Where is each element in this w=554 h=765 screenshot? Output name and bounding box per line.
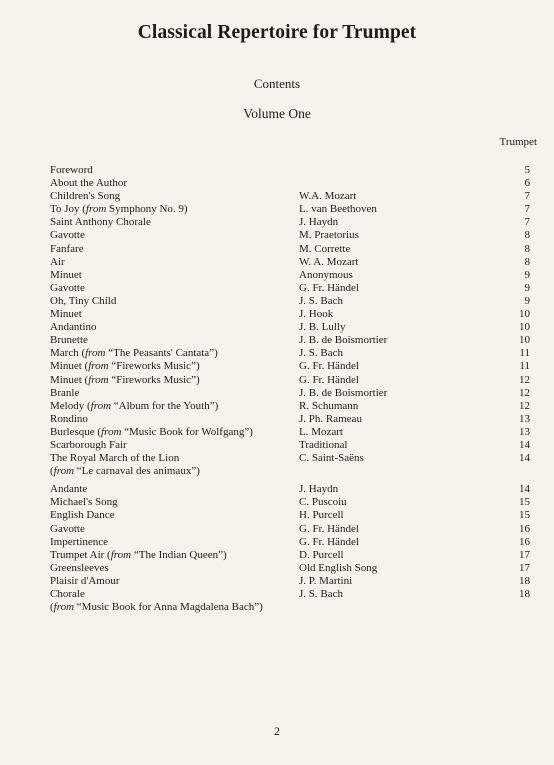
contents-entry [50, 216, 530, 229]
contents-entry [50, 334, 530, 347]
entry-title: March (from “The Peasants' Cantata”) [50, 347, 218, 360]
contents-entry [50, 243, 530, 256]
entry-title: Andante [50, 483, 88, 496]
entry-title: Gavotte [50, 229, 85, 242]
contents-entry [50, 347, 530, 360]
entry-page-number: 9 [524, 268, 530, 281]
entry-title: (from “Music Book for Anna Magdalena Bach”) [50, 601, 263, 614]
entry-composer: W.A. Mozart [299, 190, 357, 203]
entry-page-number: 6 [524, 177, 530, 190]
entry-title: Greensleeves [50, 561, 109, 574]
entry-title: Minuet (from “Fireworks Music”) [50, 360, 200, 373]
contents-entry [50, 360, 530, 373]
entry-composer: J. B. de Boismortier [299, 334, 388, 347]
entry-page-number: 17 [519, 548, 530, 561]
entry-title: Oh, Tiny Child [50, 294, 117, 307]
contents-entry [50, 256, 530, 269]
contents-entry [50, 549, 530, 562]
entry-page-number: 18 [519, 588, 530, 600]
contents-entry [50, 269, 530, 282]
entry-title: Andantino [50, 321, 97, 334]
contents-entry [50, 295, 530, 308]
entry-page-number: 15 [519, 496, 530, 509]
contents-entry [50, 374, 530, 387]
entry-composer: W. A. Mozart [299, 255, 359, 268]
entry-page-number: 10 [519, 308, 530, 321]
entry-page-number: 16 [519, 522, 530, 535]
entry-page-number: 8 [524, 242, 530, 255]
entry-composer: J. S. Bach [299, 294, 343, 307]
entry-composer: G. Fr. Händel [299, 281, 359, 294]
entry-composer: R. Schumann [299, 399, 359, 412]
entry-page-number: 9 [524, 281, 530, 294]
entry-composer: Traditional [299, 438, 348, 451]
entry-title: Minuet (from “Fireworks Music”) [50, 373, 200, 386]
entry-title: Children's Song [50, 190, 121, 203]
entry-page-number: 17 [519, 561, 530, 574]
entry-page-number: 13 [519, 412, 530, 425]
entry-page-number: 13 [519, 425, 530, 438]
contents-entry [50, 229, 530, 242]
entry-title: Brunette [50, 334, 88, 347]
contents-entry [50, 282, 530, 295]
entry-page-number: 7 [524, 216, 530, 229]
contents-entry [50, 203, 530, 216]
entry-page-number: 14 [519, 452, 530, 465]
contents-list [50, 164, 530, 614]
entry-composer: M. Praetorius [299, 229, 359, 242]
entry-composer: Anonymous [299, 268, 353, 281]
entry-composer: M. Corrette [299, 242, 351, 255]
entry-title: The Royal March of the Lion [50, 452, 180, 465]
entry-composer: J. S. Bach [299, 347, 343, 360]
volume-heading: Volume One [243, 106, 311, 121]
contents-entry [50, 575, 530, 588]
contents-entry [50, 588, 530, 601]
contents-entry [50, 509, 530, 522]
contents-entry [50, 413, 530, 426]
entry-page-number: 14 [519, 438, 530, 451]
entry-composer: J. Haydn [299, 216, 339, 229]
entry-title: About the Author [50, 177, 127, 190]
entry-composer: C. Saint-Saëns [299, 452, 364, 465]
entry-title: Melody (from “Album for the Youth”) [50, 399, 219, 412]
entry-page-number: 7 [524, 190, 530, 203]
entry-page-number: 11 [519, 347, 530, 360]
contents-entry [50, 177, 530, 190]
contents-entry [50, 523, 530, 536]
entry-title: Gavotte [50, 281, 85, 294]
contents-entry [50, 190, 530, 203]
entry-title: Impertinence [50, 535, 109, 548]
entry-title: Minuet [50, 308, 82, 321]
entry-page-number: 5 [524, 164, 530, 176]
entry-title: Burlesque (from “Music Book for Wolfgang”) [50, 425, 253, 438]
entry-composer: J. Haydn [299, 483, 339, 496]
contents-entry [50, 536, 530, 549]
entry-page-number: 15 [519, 509, 530, 522]
entry-composer: J. Ph. Rameau [299, 412, 362, 425]
entry-page-number: 11 [519, 360, 530, 373]
entry-page-number: 8 [524, 229, 530, 242]
entry-title: Branle [50, 386, 80, 399]
entry-composer: Old English Song [299, 561, 378, 574]
entry-title: Foreword [50, 164, 93, 176]
contents-entry [50, 426, 530, 439]
entry-composer: D. Purcell [299, 548, 344, 561]
contents-entry [50, 496, 530, 509]
entry-title: (from “Le carnaval des animaux”) [50, 465, 200, 478]
entry-page-number: 7 [524, 203, 530, 216]
entry-composer: J. S. Bach [299, 588, 343, 600]
entry-title: Chorale [50, 588, 85, 600]
contents-entry [50, 164, 530, 177]
entry-composer: G. Fr. Händel [299, 360, 359, 373]
entry-composer: J. B. Lully [299, 321, 346, 334]
contents-heading: Contents [253, 76, 301, 91]
contents-entry [50, 400, 530, 413]
entry-page-number: 12 [519, 399, 530, 412]
contents-entry [50, 387, 530, 400]
contents-entry [50, 465, 530, 478]
contents-entry [50, 562, 530, 575]
entry-title: Gavotte [50, 522, 85, 535]
entry-composer: H. Purcell [299, 509, 344, 522]
entry-title: Rondino [50, 412, 88, 425]
entry-page-number: 8 [524, 255, 530, 268]
entry-title: Air [50, 255, 65, 268]
contents-entry [50, 452, 530, 465]
entry-composer: L. van Beethoven [299, 203, 377, 216]
page-number: 2 [274, 724, 280, 738]
contents-entry [50, 483, 530, 496]
entry-composer: G. Fr. Händel [299, 522, 359, 535]
entry-composer: J. Hook [299, 308, 334, 321]
entry-title: Fanfare [50, 242, 84, 255]
trumpet-column-header: Trumpet [499, 136, 537, 148]
entry-page-number: 10 [519, 321, 530, 334]
page-title: Classical Repertoire for Trumpet [137, 22, 417, 43]
contents-entry [50, 439, 530, 452]
entry-title: Plaisir d'Amour [50, 574, 120, 587]
entry-page-number: 14 [519, 483, 530, 496]
entry-title: Saint Anthony Chorale [50, 216, 151, 229]
entry-page-number: 18 [519, 574, 530, 587]
entry-page-number: 10 [519, 334, 530, 347]
entry-composer: J. P. Martini [299, 574, 353, 587]
entry-title: Michael's Song [50, 496, 118, 509]
entry-page-number: 9 [524, 294, 530, 307]
entry-composer: J. B. de Boismortier [299, 386, 388, 399]
entry-title: Scarborough Fair [50, 438, 127, 451]
contents-entry [50, 601, 530, 614]
entry-title: Minuet [50, 268, 82, 281]
contents-entry [50, 321, 530, 334]
entry-title: Trumpet Air (from “The Indian Queen”) [50, 548, 227, 561]
entry-page-number: 16 [519, 535, 530, 548]
entry-composer: C. Puscoiu [299, 496, 347, 509]
entry-title: English Dance [50, 509, 115, 522]
entry-title: To Joy (from Symphony No. 9) [50, 203, 188, 216]
entry-page-number: 12 [519, 386, 530, 399]
entry-composer: L. Mozart [299, 425, 343, 438]
contents-entry [50, 308, 530, 321]
entry-page-number: 12 [519, 373, 530, 386]
entry-composer: G. Fr. Händel [299, 535, 359, 548]
entry-composer: G. Fr. Händel [299, 373, 359, 386]
